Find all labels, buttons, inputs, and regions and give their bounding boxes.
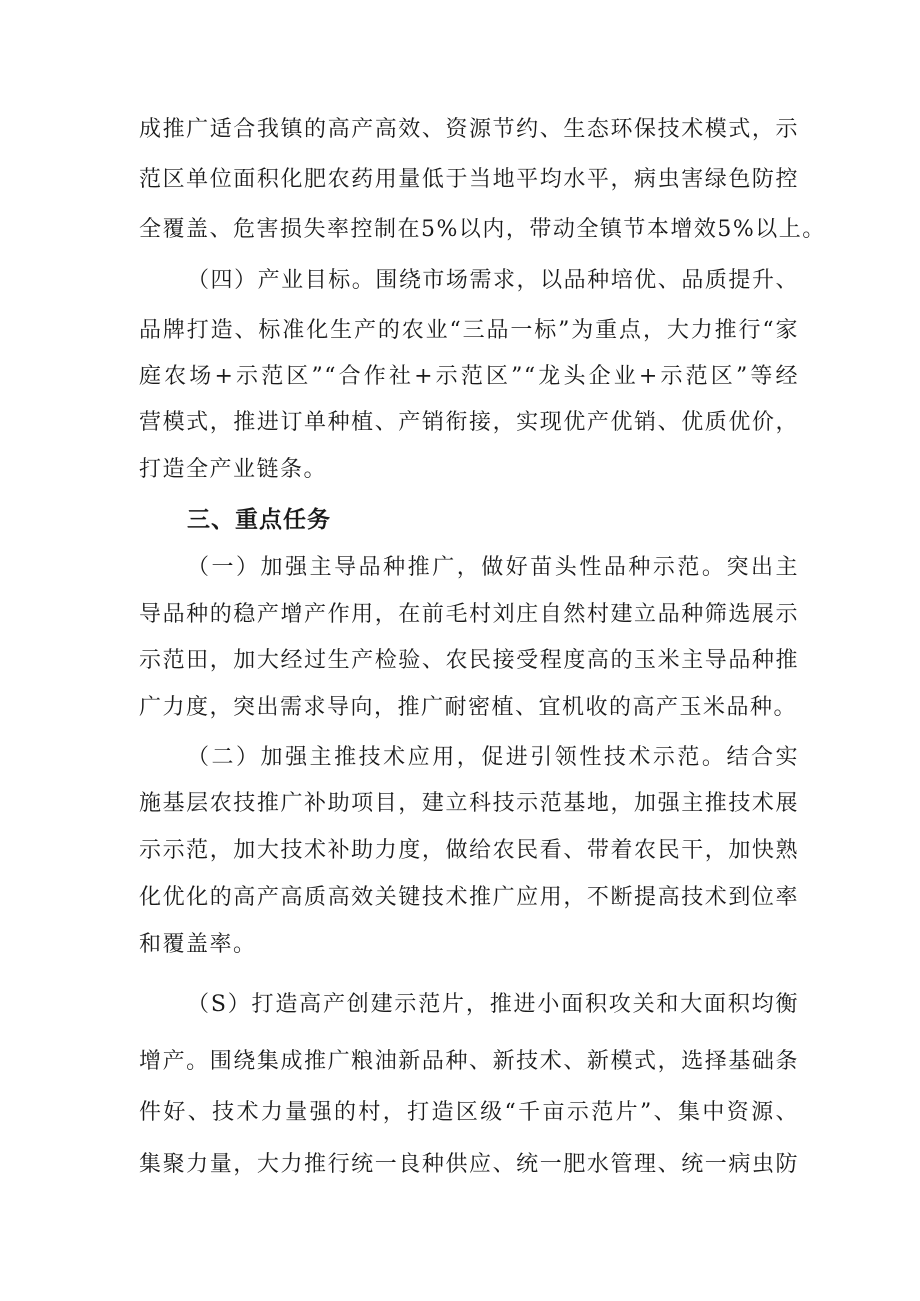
paragraph-4-line-1: （二）加强主推技术应用，促进引领性技术示范。结合实 — [187, 745, 799, 770]
paragraph-2-line-2: 品牌打造、标准化生产的农业“三品一标”为重点，大力推行“家 — [139, 318, 799, 343]
paragraph-4-line-2: 施基层农技推广补助项目，建立科技示范基地，加强主推技术展 — [139, 791, 799, 816]
paragraph-1-line-3: 全覆盖、危害损失率控制在5%以内，带动全镇节本增效5%以上。 — [139, 217, 826, 242]
paragraph-1-line-2: 范区单位面积化肥农药用量低于当地平均水平，病虫害绿色防控 — [139, 167, 799, 192]
paragraph-4-line-4: 化优化的高产高质高效关键技术推广应用，不断提高技术到位率 — [139, 885, 799, 910]
paragraph-1-line-1: 成推广适合我镇的高产高效、资源节约、生态环保技术模式，示 — [139, 117, 799, 142]
paragraph-5-line-4: 集聚力量，大力推行统一良种供应、统一肥水管理、统一病虫防 — [139, 1152, 799, 1177]
paragraph-5-line-3: 件好、技术力量强的村，打造区级“千亩示范片”、集中资源、 — [139, 1100, 799, 1125]
paragraph-2-line-4: 营模式，推进订单种植、产销衔接，实现优产优销、优质优价， — [139, 410, 799, 435]
paragraph-2-line-5: 打造全产业链条。 — [139, 457, 328, 482]
paragraph-4-line-3: 示示范，加大技术补助力度，做给农民看、带着农民干，加快熟 — [139, 838, 799, 863]
paragraph-4-line-5: 和覆盖率。 — [139, 932, 257, 957]
paragraph-2-line-3: 庭农场+示范区”“合作社+示范区”“龙头企业+示范区”等经 — [139, 364, 799, 389]
paragraph-5-line-2: 增产。围绕集成推广粮油新品种、新技术、新模式，选择基础条 — [139, 1049, 799, 1074]
paragraph-3-line-1: （一）加强主导品种推广，做好苗头性品种示范。突出主 — [187, 555, 799, 580]
paragraph-3-line-2: 导品种的稳产增产作用，在前毛村刘庄自然村建立品种筛选展示 — [139, 602, 799, 627]
paragraph-3-line-4: 广力度，突出需求导向，推广耐密植、宜机收的高产玉米品种。 — [139, 695, 798, 720]
paragraph-5-line-1: （S）打造高产创建示范片，推进小面积攻关和大面积均衡 — [187, 992, 799, 1017]
section-heading: 三、重点任务 — [187, 507, 331, 533]
paragraph-2-line-1: （四）产业目标。围绕市场需求，以品种培优、品质提升、 — [187, 268, 799, 293]
paragraph-3-line-3: 示范田，加大经过生产检验、农民接受程度高的玉米主导品种推 — [139, 648, 799, 673]
